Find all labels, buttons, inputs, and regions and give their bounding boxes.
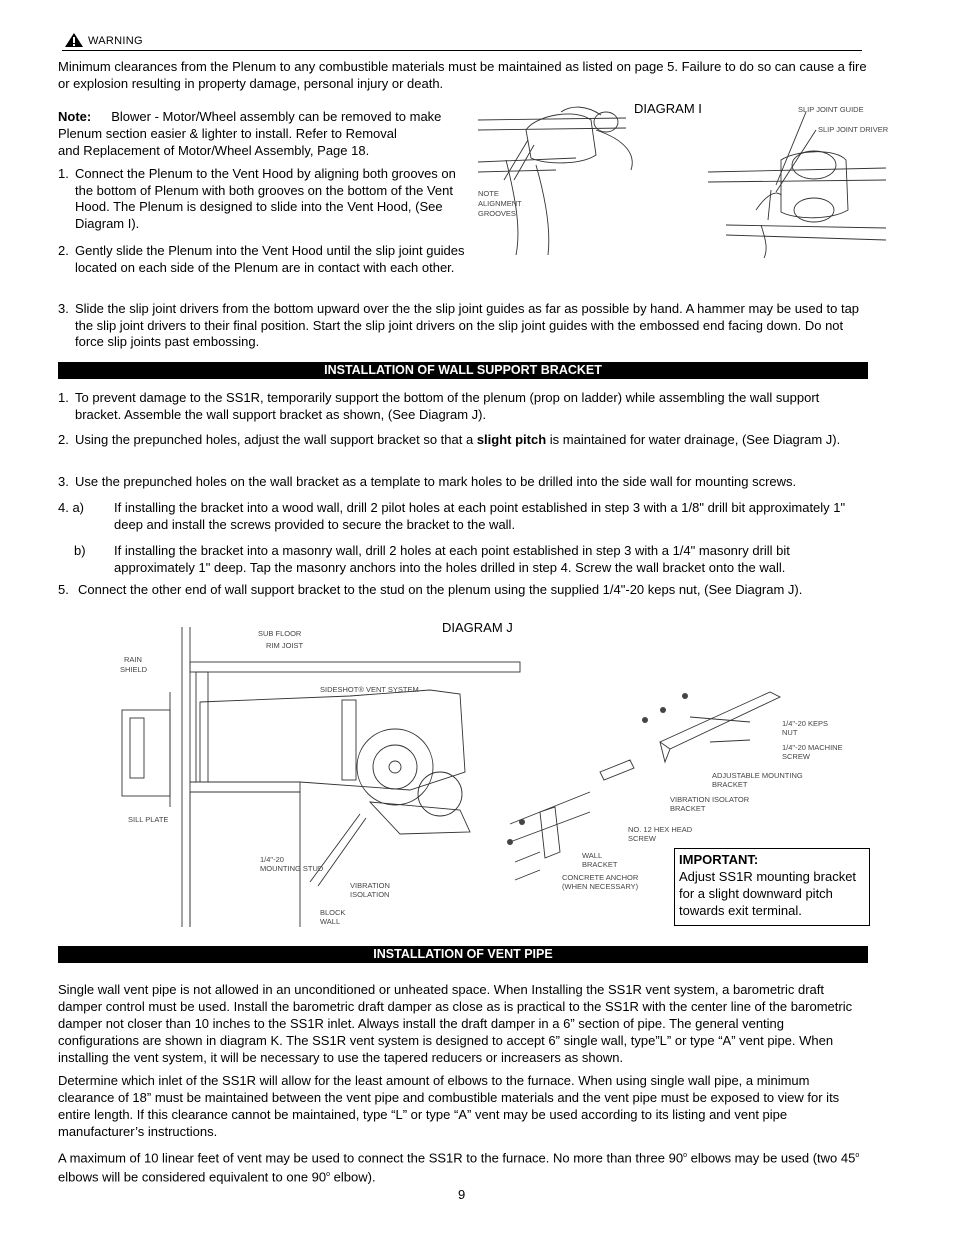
label-hex-1: NO. 12 HEX HEAD [628, 825, 693, 834]
label-mach-1: 1/4"-20 MACHINE [782, 743, 843, 752]
page-number: 9 [458, 1187, 466, 1202]
label-rim-joist: RIM JOIST [266, 641, 304, 650]
note-block [58, 108, 478, 159]
diagram-i-label-note: NOTE [478, 189, 499, 198]
label-shield: SHIELD [120, 665, 148, 674]
label-adj-1: ADJUSTABLE MOUNTING [712, 771, 803, 780]
label-hex-2: SCREW [628, 834, 656, 843]
label-iso-1: VIBRATION ISOLATOR [670, 795, 750, 804]
label-stud-2: MOUNTING STUD [260, 864, 324, 873]
label-iso-2: BRACKET [670, 804, 706, 813]
label-vent-system: SIDESHOT® VENT SYSTEM [320, 685, 419, 694]
note-line-3: and Replacement of Motor/Wheel Assembly, Page 18. [58, 143, 370, 158]
important-title: IMPORTANT: [679, 852, 759, 867]
diagram-j-title: DIAGRAM J [442, 620, 513, 635]
note-label: Note: [58, 109, 92, 124]
intro-paragraph: Minimum clearances from the Plenum to any combustible materials must be maintained as listed on page 5. Failure to do so can cause a fire or explosion resulting in property damage, personal injury or death. [58, 59, 867, 91]
diagram-i-label-driver: SLIP JOINT DRIVER [818, 125, 889, 134]
label-wb-2: BRACKET [582, 860, 618, 869]
diagram-i-label-grooves: GROOVES [478, 209, 516, 218]
note-line-1: Blower - Motor/Wheel assembly can be removed to make [111, 109, 442, 124]
diagram-i-title: DIAGRAM I [634, 101, 702, 116]
label-stud-1: 1/4"-20 [260, 855, 284, 864]
label-mach-2: SCREW [782, 752, 810, 761]
label-block: BLOCK [320, 908, 346, 917]
important-box [674, 848, 870, 926]
label-sub-floor: SUB FLOOR [258, 629, 302, 638]
label-wb-1: WALL [582, 851, 603, 860]
diagram-i-label-guide: SLIP JOINT GUIDE [798, 105, 864, 114]
label-vib-iso-1: VIBRATION [350, 881, 390, 890]
warning-header [62, 32, 862, 51]
label-rain: RAIN [124, 655, 142, 664]
section-wall-bracket-heading: INSTALLATION OF WALL SUPPORT BRACKET [58, 362, 868, 379]
important-text: Adjust SS1R mounting bracket for a slight downward pitch towards exit terminal. [679, 869, 857, 918]
warning-triangle-icon [64, 32, 84, 53]
label-adj-2: BRACKET [712, 780, 748, 789]
label-anchor-2: (WHEN NECESSARY) [562, 882, 639, 891]
note-line-2: Plenum section easier & lighter to install. Refer to Removal [58, 126, 397, 141]
label-anchor-1: CONCRETE ANCHOR [562, 873, 639, 882]
label-wall: WALL [320, 917, 341, 926]
section-vent-pipe-heading: INSTALLATION OF VENT PIPE [58, 946, 868, 963]
vent-paragraph-2: Determine which inlet of the SS1R will allow for the least amount of elbows to the furnace. When using single wall pipe, a minimum clearance of 18” must be maintained between the vent pipe and combustible materials and the vent pipe must be exposed to view for its entire length. If this clearance cannot be maintained, type “L” or type “A” vent may be used according to its listing and vent pipe manufacturer’s instructions. [58, 1073, 840, 1139]
vent-paragraph-3: A maximum of 10 linear feet of vent may be used to connect the SS1R to the furnace. No more than three 90$^o$ elbows may be used (two 45$^o$ elbows will be considered equivalent to one 90$^o$ elbow). [58, 1150, 860, 1185]
label-sill-plate: SILL PLATE [128, 815, 169, 824]
vent-paragraph-1: Single wall vent pipe is not allowed in an unconditioned or unheated space. When Installing the SS1R vent system, a barometric draft damper control must be used. Install the barometric draft damper as close as is practical to the SS1R with the center line of the barometric damper not closer than 10 inches to the SS1R inlet. Always install the draft damper in a 6” section of pipe. The general venting configurations are shown in diagram K. The SS1R vent system is designed to accept 6” single wall, type”L” or type “A” vent pipe. When installing the vent system, it will be necessary to use the tapered reducers or increasers as shown. [58, 982, 853, 1065]
diagram-i-label-alignment: ALIGNMENT [478, 199, 522, 208]
label-keps-1: 1/4"-20 KEPS [782, 719, 829, 728]
label-vib-iso-2: ISOLATION [350, 890, 390, 899]
warning-label: WARNING [88, 35, 143, 47]
diagram-i-illustration [476, 100, 892, 260]
label-keps-2: NUT [782, 728, 798, 737]
